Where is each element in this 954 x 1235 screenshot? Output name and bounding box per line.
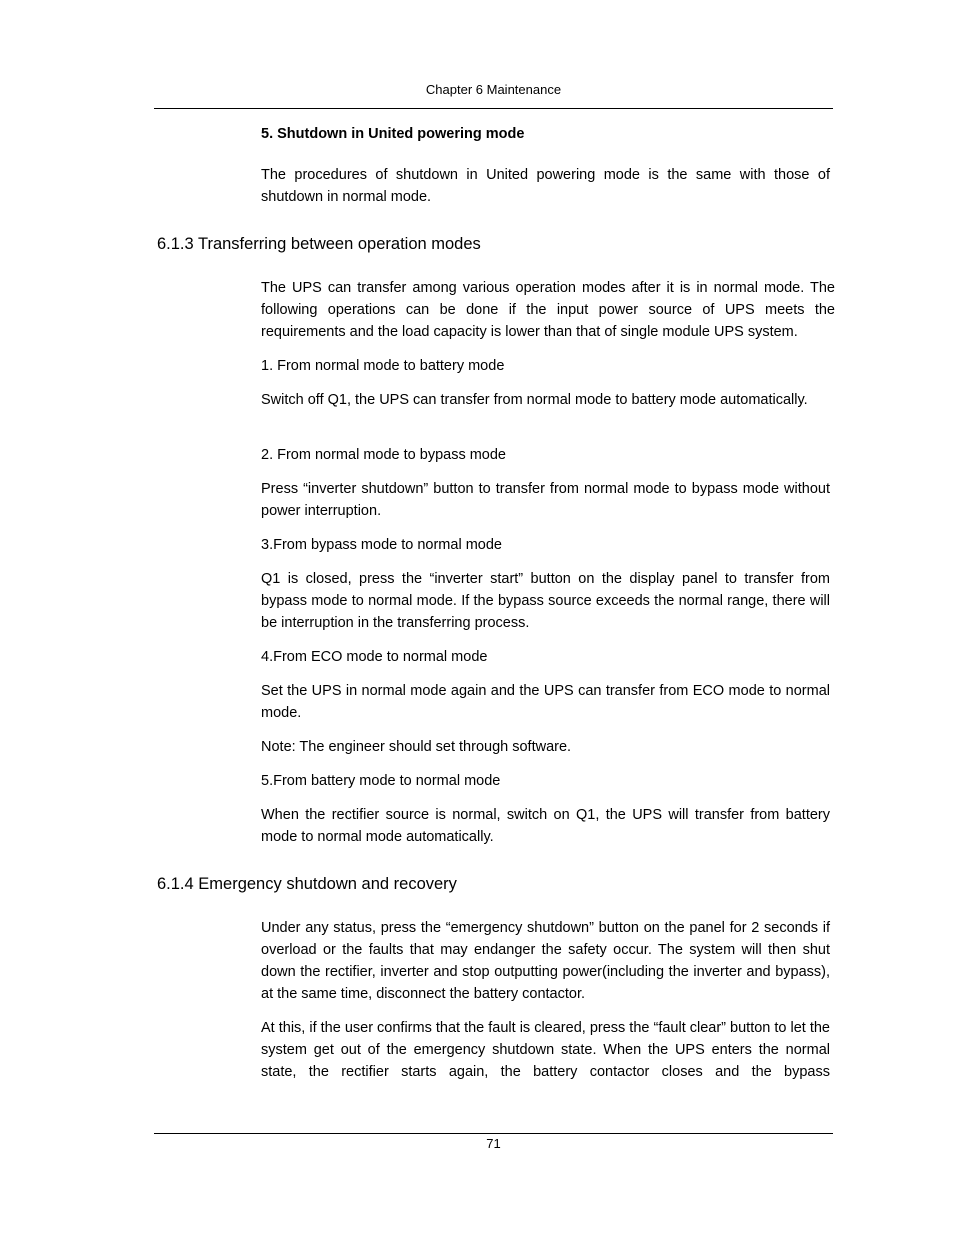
list-item-title: 3.From bypass mode to normal mode xyxy=(261,537,502,553)
header-rule xyxy=(154,108,833,109)
running-header: Chapter 6 Maintenance xyxy=(425,82,562,97)
list-item-title: 4.From ECO mode to normal mode xyxy=(261,649,488,665)
section-heading: 6.1.4 Emergency shutdown and recovery xyxy=(157,875,457,893)
paragraph-text: The procedures of shutdown in United powering mode is the same with those of shutdown in normal mode. xyxy=(261,167,830,205)
list-item-title: 5.From battery mode to normal mode xyxy=(261,773,501,789)
list-item-title: 1. From normal mode to battery mode xyxy=(261,358,505,374)
section-title: 5. Shutdown in United powering mode xyxy=(261,126,525,142)
paragraph xyxy=(261,1017,830,1083)
paragraph-text: Q1 is closed, press the “inverter start” button on the display panel to transfer from bypass mode to normal mode. If the bypass source exceeds the normal range, there will be interruption in the transferring process. xyxy=(261,571,830,631)
paragraph xyxy=(261,277,835,343)
paragraph-text: Press “inverter shutdown” button to transfer from normal mode to bypass mode without power interruption. xyxy=(261,481,830,519)
paragraph xyxy=(261,164,830,208)
paragraph xyxy=(261,389,830,411)
paragraph xyxy=(261,680,830,724)
paragraph xyxy=(261,804,830,848)
paragraph-text: The UPS can transfer among various operation modes after it is in normal mode. The following operations can be done if the input power source of UPS meets the requirements and the load capacity is lower than that of single module UPS system. xyxy=(261,280,835,340)
paragraph xyxy=(261,478,830,522)
section-heading: 6.1.3 Transferring between operation modes xyxy=(157,235,481,253)
paragraph xyxy=(261,917,830,1005)
paragraph xyxy=(261,568,830,634)
footer-rule xyxy=(154,1133,833,1134)
paragraph-text: When the rectifier source is normal, switch on Q1, the UPS will transfer from battery mode to normal mode automatically. xyxy=(261,807,830,845)
paragraph-text: At this, if the user confirms that the fault is cleared, press the “fault clear” button to let the system get out of the emergency shutdown state. When the UPS enters the normal state, the rectifier starts again, the battery contactor closes and the bypass xyxy=(261,1020,830,1080)
page-number: 71 xyxy=(486,1136,501,1151)
paragraph-text: Set the UPS in normal mode again and the UPS can transfer from ECO mode to normal mode. xyxy=(261,683,830,721)
list-item-title: 2. From normal mode to bypass mode xyxy=(261,447,506,463)
paragraph-text: Switch off Q1, the UPS can transfer from normal mode to battery mode automatically. xyxy=(261,392,808,408)
paragraph-text: Under any status, press the “emergency shutdown” button on the panel for 2 seconds if overload or the faults that may endanger the safety occur. The system will then shut down the rectifier, inverter and stop outputting power(including the inverter and bypass), at the same time, disconnect the battery contactor. xyxy=(261,920,830,1002)
note-text: Note: The engineer should set through software. xyxy=(261,739,572,755)
